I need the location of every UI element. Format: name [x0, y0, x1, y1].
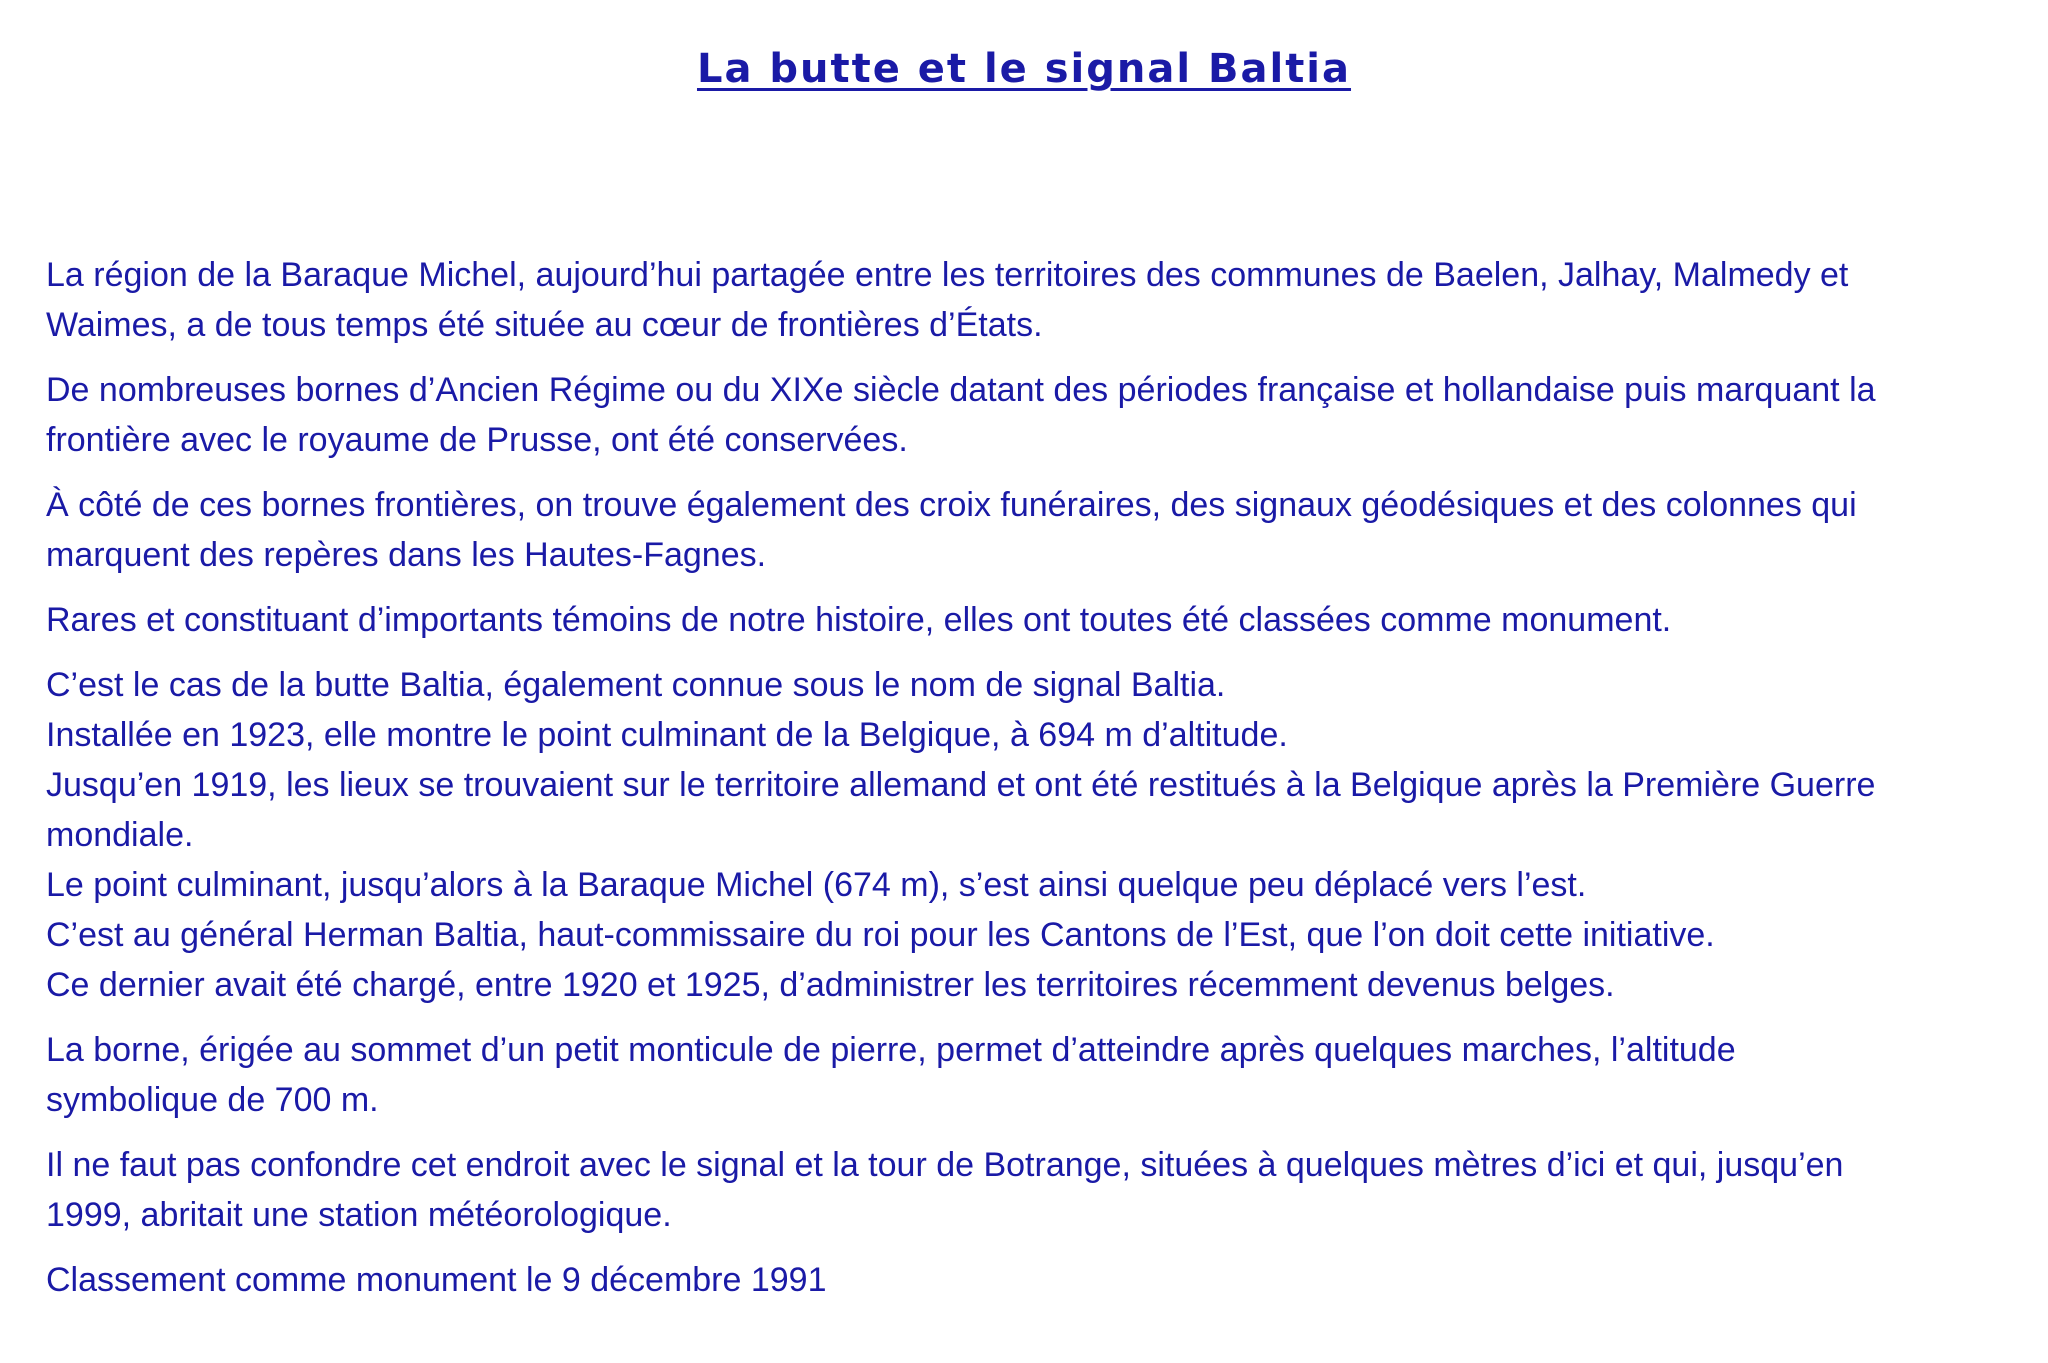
paragraph: [46, 1025, 2026, 1125]
paragraph: [46, 1255, 2026, 1305]
document-title: La butte et le signal Baltia: [696, 46, 1352, 92]
paragraph-line: À côté de ces bornes frontières, on trouve également des croix funéraires, des signaux géodésiques et des colonnes qui: [46, 486, 1857, 524]
paragraph-line: Le point culminant, jusqu’alors à la Baraque Michel (674 m), s’est ainsi quelque peu déplacé vers l’est.: [46, 866, 1587, 904]
paragraph-line: marquent des repères dans les Hautes-Fagnes.: [46, 536, 767, 574]
document-body: [46, 250, 2026, 1320]
paragraph-line: Classement comme monument le 9 décembre 1991: [46, 1261, 827, 1299]
paragraph-line: Jusqu’en 1919, les lieux se trouvaient sur le territoire allemand et ont été restitués à la Belgique après la Première Guerre: [46, 766, 1876, 804]
paragraph-line: frontière avec le royaume de Prusse, ont été conservées.: [46, 421, 908, 459]
paragraph-line: C’est au général Herman Baltia, haut-commissaire du roi pour les Cantons de l’Est, que l’on doit cette initiative.: [46, 916, 1715, 954]
paragraph-line: Rares et constituant d’importants témoins de notre histoire, elles ont toutes été classées comme monument.: [46, 601, 1672, 639]
paragraph-line: mondiale.: [46, 816, 194, 854]
paragraph-line: De nombreuses bornes d’Ancien Régime ou du XIXe siècle datant des périodes française et hollandaise puis marquant la: [46, 371, 1876, 409]
paragraph-line: C’est le cas de la butte Baltia, également connue sous le nom de signal Baltia.: [46, 666, 1226, 704]
paragraph-line: La région de la Baraque Michel, aujourd’hui partagée entre les territoires des communes de Baelen, Jalhay, Malmedy et: [46, 256, 1849, 294]
paragraph-line: 1999, abritait une station météorologique.: [46, 1196, 672, 1234]
paragraph-line: symbolique de 700 m.: [46, 1081, 379, 1119]
paragraph-line: La borne, érigée au sommet d’un petit monticule de pierre, permet d’atteindre après quelques marches, l’altitude: [46, 1031, 1736, 1069]
paragraph-line: Installée en 1923, elle montre le point culminant de la Belgique, à 694 m d’altitude.: [46, 716, 1288, 754]
paragraph: [46, 660, 2026, 1010]
paragraph: [46, 595, 2026, 645]
paragraph: [46, 250, 2026, 350]
paragraph: [46, 480, 2026, 580]
paragraph-line: Ce dernier avait été chargé, entre 1920 et 1925, d’administrer les territoires récemment devenus belges.: [46, 966, 1615, 1004]
paragraph: [46, 365, 2026, 465]
paragraph-line: Il ne faut pas confondre cet endroit avec le signal et la tour de Botrange, situées à quelques mètres d’ici et qui, jusqu’en: [46, 1146, 1844, 1184]
paragraph: [46, 1140, 2026, 1240]
paragraph-line: Waimes, a de tous temps été située au cœur de frontières d’États.: [46, 306, 1043, 344]
